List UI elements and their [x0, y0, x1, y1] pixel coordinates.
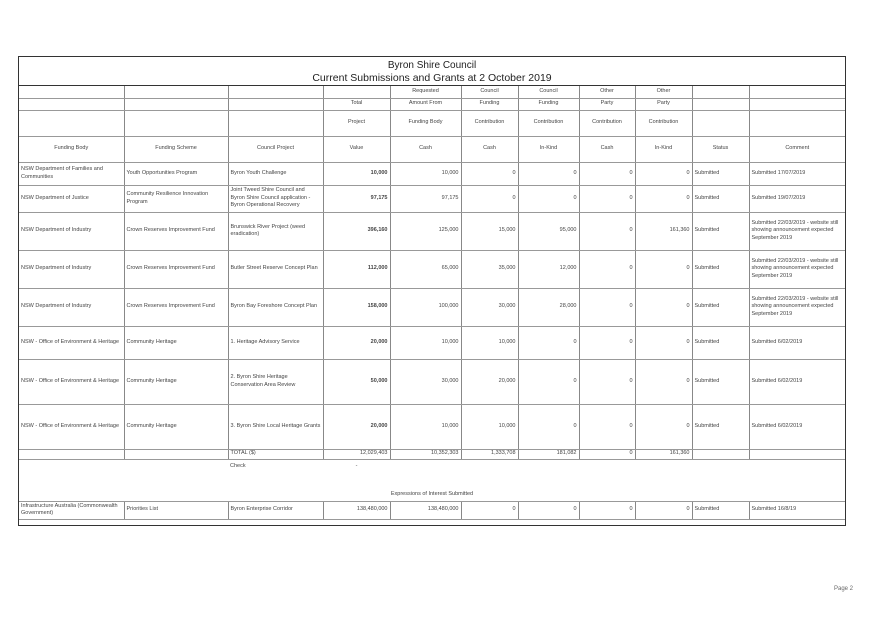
- header-row-mid: [19, 110, 845, 136]
- cell-council-cash: 0: [461, 162, 518, 185]
- cell-other-inkind: 0: [635, 326, 692, 359]
- cell-council-project: Butler Street Reserve Concept Plan: [228, 250, 323, 288]
- cell-council-project: Byron Bay Foreshore Concept Plan: [228, 288, 323, 326]
- cell-council-project: 1. Heritage Advisory Service: [228, 326, 323, 359]
- cell-other-inkind: 0: [635, 404, 692, 449]
- cell-requested: 125,000: [390, 212, 461, 250]
- totals-requested: 10,352,303: [390, 449, 461, 459]
- cell-requested: 97,175: [390, 185, 461, 212]
- cell-council-cash: 10,000: [461, 404, 518, 449]
- col-total-top: Total: [323, 98, 390, 110]
- header-row-second: [19, 98, 845, 110]
- eoi-row: [19, 501, 845, 519]
- cell-total: 20,000: [323, 326, 390, 359]
- cell-council-cash: 10,000: [461, 326, 518, 359]
- cell-council-inkind: 0: [518, 185, 579, 212]
- cell-requested: 10,000: [390, 326, 461, 359]
- cell-status: Submitted: [692, 288, 749, 326]
- col-total-mid: Project: [323, 110, 390, 136]
- header-row-top: [19, 86, 845, 98]
- table-row: [19, 185, 845, 212]
- cell-status: Submitted: [692, 359, 749, 404]
- cell-council-project: 3. Byron Shire Local Heritage Grants: [228, 404, 323, 449]
- col-other-cash-mid: Contribution: [579, 110, 635, 136]
- cell-funding-body: Infrastructure Australia (Commonwealth Government): [19, 501, 124, 519]
- cell-other-cash: 0: [579, 404, 635, 449]
- cell-comment: Submitted 16/8/19: [749, 501, 845, 519]
- cell-total: 112,000: [323, 250, 390, 288]
- table-row: [19, 404, 845, 449]
- col-other-inkind-bottom: In-Kind: [635, 136, 692, 162]
- cell-other-inkind: 0: [635, 288, 692, 326]
- cell-council-cash: 20,000: [461, 359, 518, 404]
- col-other-cash-top: Other: [579, 86, 635, 98]
- cell-total: 20,000: [323, 404, 390, 449]
- cell-requested: 138,480,000: [390, 501, 461, 519]
- cell-council-project: Joint Tweed Shire Council and Byron Shire Council application - Byron Operational Recovery: [228, 185, 323, 212]
- grants-table: [19, 86, 845, 520]
- cell-council-inkind: 0: [518, 404, 579, 449]
- cell-comment: Submitted 22/03/2019 - website still showing announcement expected September 2019: [749, 250, 845, 288]
- cell-other-cash: 0: [579, 501, 635, 519]
- cell-comment: Submitted 17/07/2019: [749, 162, 845, 185]
- cell-council-inkind: 0: [518, 326, 579, 359]
- cell-other-cash: 0: [579, 250, 635, 288]
- col-council-project: Council Project: [228, 136, 323, 162]
- cell-funding-scheme: Crown Reserves Improvement Fund: [124, 288, 228, 326]
- check-row: [19, 459, 845, 473]
- cell-total: 10,000: [323, 162, 390, 185]
- cell-council-inkind: 95,000: [518, 212, 579, 250]
- totals-council-cash: 1,333,708: [461, 449, 518, 459]
- cell-status: Submitted: [692, 250, 749, 288]
- cell-council-cash: 0: [461, 501, 518, 519]
- cell-requested: 10,000: [390, 404, 461, 449]
- cell-total: 50,000: [323, 359, 390, 404]
- cell-status: Submitted: [692, 404, 749, 449]
- cell-other-cash: 0: [579, 212, 635, 250]
- check-label: Check: [230, 462, 246, 469]
- col-status: Status: [692, 136, 749, 162]
- col-other-cash-bottom: Cash: [579, 136, 635, 162]
- totals-council-inkind: 181,082: [518, 449, 579, 459]
- cell-council-project: Brunswick River Project (weed eradication): [228, 212, 323, 250]
- table-row: [19, 212, 845, 250]
- check-value: -: [355, 462, 358, 469]
- col-total-bottom: Value: [323, 136, 390, 162]
- col-requested-bottom: Cash: [390, 136, 461, 162]
- cell-other-inkind: 161,360: [635, 212, 692, 250]
- col-other-inkind-top: Other: [635, 86, 692, 98]
- page-number: Page 2: [834, 586, 854, 592]
- report-title: Byron Shire Council: [387, 60, 477, 71]
- cell-other-inkind: 0: [635, 162, 692, 185]
- table-row: [19, 250, 845, 288]
- cell-council-inkind: 0: [518, 501, 579, 519]
- eoi-title: Expressions of Interest Submitted: [19, 473, 845, 501]
- cell-total: 97,175: [323, 185, 390, 212]
- col-council-cash-top2: Funding: [461, 98, 518, 110]
- cell-other-inkind: 0: [635, 185, 692, 212]
- cell-requested: 100,000: [390, 288, 461, 326]
- cell-council-project: Byron Enterprise Corridor: [228, 501, 323, 519]
- col-council-inkind-mid: Contribution: [518, 110, 579, 136]
- table-row: [19, 162, 845, 185]
- cell-comment: Submitted 6/02/2019: [749, 404, 845, 449]
- col-requested-top: Requested: [390, 86, 461, 98]
- cell-funding-scheme: Crown Reserves Improvement Fund: [124, 250, 228, 288]
- cell-funding-scheme: Community Heritage: [124, 404, 228, 449]
- cell-funding-scheme: Priorities List: [124, 501, 228, 519]
- cell-council-inkind: 0: [518, 162, 579, 185]
- totals-total: 12,029,403: [323, 449, 390, 459]
- cell-council-inkind: 12,000: [518, 250, 579, 288]
- col-council-cash-bottom: Cash: [461, 136, 518, 162]
- col-other-inkind-mid: Contribution: [635, 110, 692, 136]
- cell-requested: 65,000: [390, 250, 461, 288]
- cell-funding-body: NSW - Office of Environment & Heritage: [19, 326, 124, 359]
- col-council-inkind-top2: Funding: [518, 98, 579, 110]
- table-row: [19, 359, 845, 404]
- cell-funding-body: NSW - Office of Environment & Heritage: [19, 359, 124, 404]
- cell-comment: Submitted 22/03/2019 - website still showing announcement expected September 2019: [749, 288, 845, 326]
- header-row-bottom: [19, 136, 845, 162]
- cell-comment: Submitted 22/03/2019 - website still showing announcement expected September 2019: [749, 212, 845, 250]
- spreadsheet-sheet: [18, 56, 846, 526]
- cell-other-inkind: 0: [635, 250, 692, 288]
- cell-status: Submitted: [692, 212, 749, 250]
- col-other-inkind-top2: Party: [635, 98, 692, 110]
- cell-other-cash: 0: [579, 326, 635, 359]
- col-council-inkind-top: Council: [518, 86, 579, 98]
- cell-funding-body: NSW Department of Industry: [19, 288, 124, 326]
- cell-funding-body: NSW Department of Industry: [19, 250, 124, 288]
- cell-other-cash: 0: [579, 162, 635, 185]
- cell-other-inkind: 0: [635, 359, 692, 404]
- cell-council-cash: 30,000: [461, 288, 518, 326]
- cell-status: Submitted: [692, 162, 749, 185]
- cell-council-project: Byron Youth Challenge: [228, 162, 323, 185]
- cell-other-cash: 0: [579, 359, 635, 404]
- cell-status: Submitted: [692, 326, 749, 359]
- cell-total: 396,160: [323, 212, 390, 250]
- col-requested-mid: Funding Body: [390, 110, 461, 136]
- totals-label: TOTAL ($): [228, 449, 323, 459]
- col-comment: Comment: [749, 136, 845, 162]
- totals-other-inkind: 161,360: [635, 449, 692, 459]
- cell-other-inkind: 0: [635, 501, 692, 519]
- cell-funding-scheme: Community Resilience Innovation Program: [124, 185, 228, 212]
- cell-total: 158,000: [323, 288, 390, 326]
- cell-funding-body: NSW - Office of Environment & Heritage: [19, 404, 124, 449]
- totals-row: [19, 449, 845, 459]
- cell-funding-body: NSW Department of Families and Communities: [19, 162, 124, 185]
- table-row: [19, 288, 845, 326]
- table-row: [19, 326, 845, 359]
- cell-council-cash: 0: [461, 185, 518, 212]
- col-council-cash-top: Council: [461, 86, 518, 98]
- cell-council-cash: 35,000: [461, 250, 518, 288]
- cell-funding-body: NSW Department of Justice: [19, 185, 124, 212]
- cell-council-inkind: 28,000: [518, 288, 579, 326]
- col-other-cash-top2: Party: [579, 98, 635, 110]
- cell-funding-scheme: Youth Opportunities Program: [124, 162, 228, 185]
- cell-other-cash: 0: [579, 185, 635, 212]
- cell-comment: Submitted 6/02/2019: [749, 326, 845, 359]
- cell-funding-scheme: Community Heritage: [124, 359, 228, 404]
- cell-other-cash: 0: [579, 288, 635, 326]
- cell-comment: Submitted 6/02/2019: [749, 359, 845, 404]
- cell-council-project: 2. Byron Shire Heritage Conservation Area Review: [228, 359, 323, 404]
- eoi-title-row: [19, 473, 845, 501]
- cell-requested: 10,000: [390, 162, 461, 185]
- cell-status: Submitted: [692, 501, 749, 519]
- col-council-inkind-bottom: In-Kind: [518, 136, 579, 162]
- cell-total: 138,480,000: [323, 501, 390, 519]
- cell-funding-scheme: Community Heritage: [124, 326, 228, 359]
- cell-requested: 30,000: [390, 359, 461, 404]
- report-subtitle: Current Submissions and Grants at 2 October 2019: [312, 72, 552, 84]
- col-council-cash-mid: Contribution: [461, 110, 518, 136]
- title-block: [19, 57, 845, 86]
- cell-funding-body: NSW Department of Industry: [19, 212, 124, 250]
- cell-status: Submitted: [692, 185, 749, 212]
- col-funding-scheme: Funding Scheme: [124, 136, 228, 162]
- cell-council-inkind: 0: [518, 359, 579, 404]
- cell-comment: Submitted 19/07/2019: [749, 185, 845, 212]
- cell-funding-scheme: Crown Reserves Improvement Fund: [124, 212, 228, 250]
- col-requested-top2: Amount From: [390, 98, 461, 110]
- col-funding-body: Funding Body: [19, 136, 124, 162]
- cell-council-cash: 15,000: [461, 212, 518, 250]
- totals-other-cash: 0: [579, 449, 635, 459]
